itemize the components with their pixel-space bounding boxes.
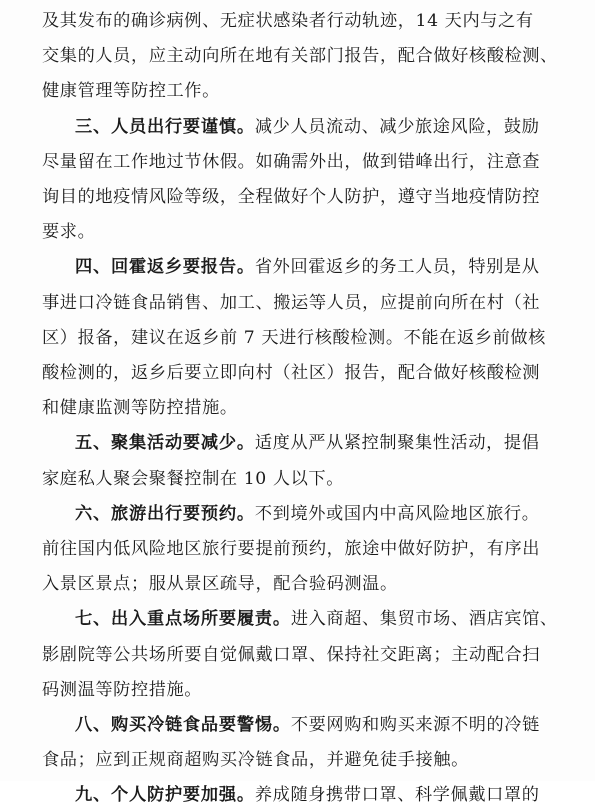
paragraph-line [42, 10, 534, 32]
line-text: 区）报备，建议在返乡前 7 天进行核酸检测。不能在返乡前做核 [42, 327, 546, 348]
line-text: 尽量留在工作地过节休假。如确需外出，做到错峰出行，注意查 [42, 151, 541, 172]
paragraph-line [42, 327, 546, 349]
paragraph-line [42, 362, 540, 384]
line-text: 酸检测的，返乡后要立即向村（社区）报告，配合做好核酸检测 [42, 363, 541, 383]
section-heading-line [75, 714, 540, 736]
section-heading-line [75, 432, 540, 454]
line-text: 省外回霍返乡的务工人员，特别是从 [254, 257, 540, 278]
paragraph-line [42, 538, 540, 560]
section-heading: 九、个人防护要加强。 [75, 785, 255, 806]
line-text: 码测温等防控措施。 [42, 679, 203, 700]
section-heading-line [75, 503, 540, 525]
paragraph-line [42, 644, 540, 666]
line-text: 询目的地疫情风险等级，全程做好个人防护，遵守当地疫情防控 [42, 187, 541, 207]
section-heading: 八、购买冷链食品要警惕。 [75, 715, 291, 735]
line-text: 适度从严从紧控制聚集性活动，提倡 [254, 433, 540, 454]
paragraph-line [42, 468, 344, 490]
section-heading: 六、旅游出行要预约。 [75, 503, 255, 524]
section-heading-line [75, 256, 540, 278]
paragraph-line [42, 151, 540, 173]
paragraph-line [42, 749, 469, 771]
paragraph-line [42, 80, 220, 102]
section-heading: 四、回霍返乡要报告。 [75, 257, 255, 278]
line-text: 影剧院等公共场所要自觉佩戴口罩、保持社交距离；主动配合扫 [42, 644, 541, 665]
line-text: 要求。 [42, 222, 96, 243]
line-text: 交集的人员，应主动向所在地有关部门报告，配合做好核酸检测、 [42, 46, 558, 67]
line-text: 事进口冷链食品销售、加工、搬运等人员，应提前向所在村（社 [42, 292, 541, 313]
line-text: 减少人员流动、减少旅途风险，鼓励 [254, 116, 540, 137]
line-text: 家庭私人聚会聚餐控制在 10 人以下。 [42, 468, 345, 489]
line-text: 前往国内低风险地区旅行要提前预约，旅途中做好防护，有序出 [42, 539, 541, 559]
line-text: 和健康监测等防控措施。 [42, 398, 238, 419]
paragraph-line [42, 186, 540, 208]
line-text: 食品；应到正规商超购买冷链食品，并避免徒手接触。 [42, 750, 469, 771]
line-text: 健康管理等防控工作。 [42, 81, 220, 102]
line-text: 进入商超、集贸市场、酒店宾馆、 [290, 609, 558, 630]
line-text: 不要网购和购买来源不明的冷链 [290, 715, 540, 735]
section-heading: 七、出入重点场所要履责。 [75, 609, 291, 630]
paragraph-line [42, 45, 558, 67]
section-heading-line [75, 116, 540, 138]
paragraph-line [42, 573, 398, 595]
section-heading: 三、人员出行要谨慎。 [75, 116, 255, 137]
paragraph-line [42, 292, 540, 314]
section-heading: 五、聚集活动要减少。 [75, 433, 255, 454]
section-heading-line [75, 784, 540, 806]
paragraph-line [42, 221, 95, 243]
line-text: 养成随身携带口罩、科学佩戴口罩的 [254, 785, 540, 806]
paragraph-line [42, 397, 238, 419]
line-text: 不到境外或国内中高风险地区旅行。 [254, 503, 540, 524]
line-text: 入景区景点；服从景区疏导，配合验码测温。 [42, 574, 398, 595]
line-text: 及其发布的确诊病例、无症状感染者行动轨迹，14 天内与之有 [42, 11, 534, 31]
paragraph-line [42, 679, 202, 701]
section-heading-line [75, 608, 558, 630]
